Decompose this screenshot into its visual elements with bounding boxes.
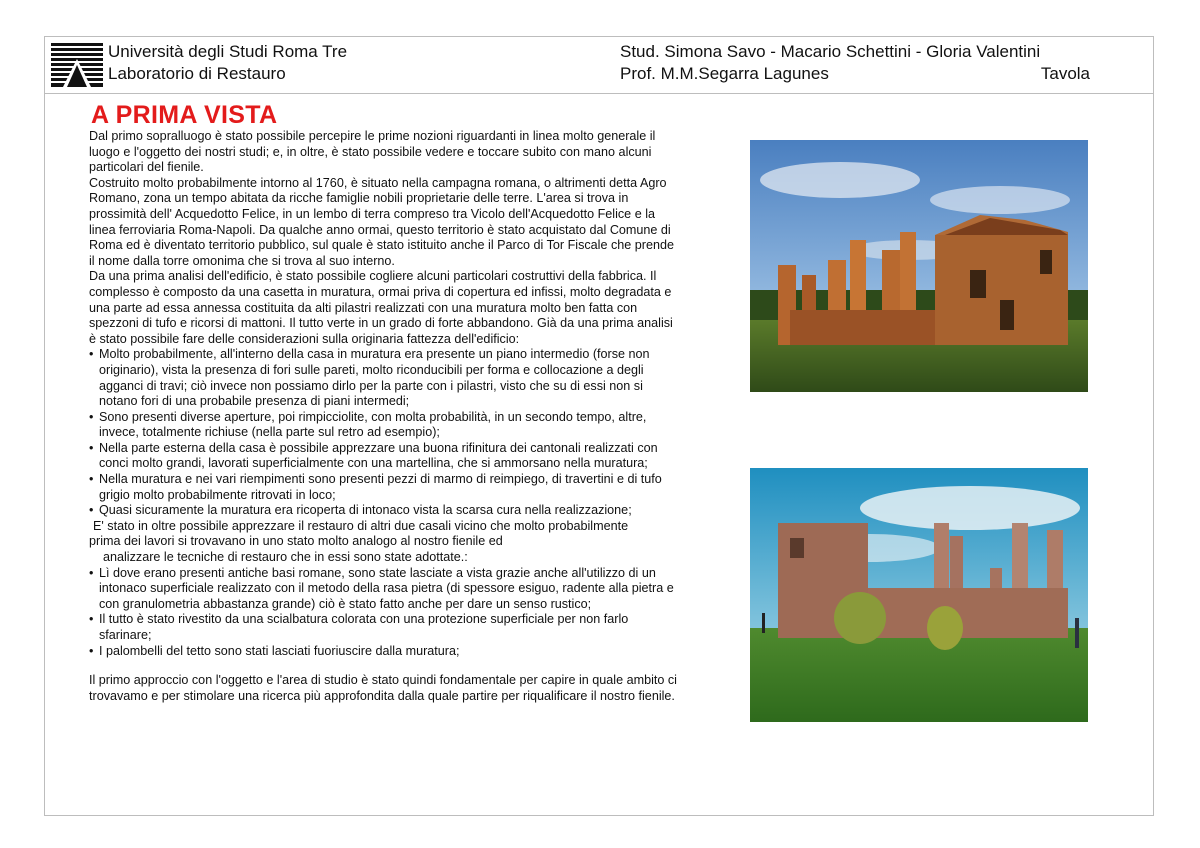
header [45,37,1153,94]
professor-name: Prof. M.M.Segarra Lagunes [620,64,829,83]
body-text [89,129,681,704]
list-item: • Molto probabilmente, all'interno della casa in muratura era presente un piano intermedio (forse non originario), vista la presenza di fori sulle pareti, molto riconducibili per forma e collocazione a degli agganci di travi; ciò invece non possiamo dirlo per la parte con i pilastri, visto che su di essi non si notano fori di una probabile presenza di piani intermedi; [89,347,681,409]
restauro-note: E' stato in oltre possibile apprezzare il restauro di altri due casali vicino che molto probabilmente [93,518,629,533]
list-item: • Nella parte esterna della casa è possibile apprezzare una buona rifinitura dei cantonali realizzati con conci molto grandi, lavorati superficialmente con una martellina, che si ammorsano nella muratura; [89,441,681,472]
intro-paragraph: Da una prima analisi dell'edificio, è stato possibile cogliere alcuni particolari costruttivi della fabbrica. Il complesso è composto da una casetta in muratura, ormai priva di copertura ed infissi, molto degradata e una parte ad essa annessa costituita da alti pilastri realizzati con una muratura molto ben fatta con spezzoni di tufo e ricorsi di mattoni. Il tutto verte in un grado di forte abbandono. Già da una prima analisi è stato possibile fare delle considerazioni sulla originaria fattezza dell'edificio: [89,269,673,346]
university-logo-icon [51,41,103,89]
intro-paragraph: Dal primo sopralluogo è stato possibile percepire le prime nozioni riguardanti in linea molto generale il luogo e l'oggetto dei nostri studi; e, in oltre, è stato possibile vedere e toccare subito con mano alcuni particolari del fienile. [89,129,656,175]
tavola-label: Tavola [1040,64,1090,83]
list-item: • Lì dove erano presenti antiche basi romane, sono state lasciate a vista grazie anche all'utilizzo di un intonaco superficiale realizzato con il metodo della rasa pietra (di spessore esiguo, radente alla pietra e con granulometria abbastanza grande) ciò è stato fatto anche per dare un senso rustico; [89,566,681,613]
fienile-photo-front [750,140,1088,392]
university-name: Università degli Studi Roma Tre [108,42,348,61]
authors-block [620,41,1090,85]
list-item: • Nella muratura e nei vari riempimenti sono presenti pezzi di marmo di reimpiego, di travertini e di tufo grigio molto probabilmente ritrovati in loco; [89,472,681,503]
restauro-note: prima dei lavori si trovavano in uno stato molto analogo al nostro fienile ed [89,534,503,549]
observations-list [89,347,681,519]
students-names: Stud. Simona Savo - Macario Schettini - Gloria Valentini [620,42,1041,61]
restauro-note: analizzare le tecniche di restauro che in essi sono state adottate.: [89,550,468,565]
list-item: • Sono presenti diverse aperture, poi rimpicciolite, con molta probabilità, in un secondo tempo, altre, invece, totalmente richiuse (nella parte sul retro ad esempio); [89,410,681,441]
list-item: • Il tutto è stato rivestito da una scialbatura colorata con una protezione superficiale per non farlo sfarinare; [89,612,681,643]
page-title: A PRIMA VISTA [91,101,278,129]
lab-name: Laboratorio di Restauro [108,64,286,83]
page-frame [44,36,1154,816]
list-item: • Quasi sicuramente la muratura era ricoperta di intonaco vista la scarsa cura nella realizzazione; [89,503,681,519]
list-item: • I palombelli del tetto sono stati lasciati fuoriuscire dalla muratura; [89,644,681,660]
university-block [108,41,347,85]
intro-paragraph: Costruito molto probabilmente intorno al 1760, è situato nella campagna romana, o altrimenti detta Agro Romano, zona un tempo abitata da ricche famiglie nobili proprietarie delle terre. L'area si trova in prossimità dell' Acquedotto Felice, in un lembo di terra compreso tra Vicolo dell'Acquedotto Felice e la linea ferroviaria Roma-Napoli. Da qualche anno ormai, questo territorio è stato acquistato dal Comune di Roma ed è diventato territorio pubblico, sul quale è stato istituito anche il Parco di Tor Fiscale che prende il nome dalla torre omonima che si trova al suo interno. [89,175,674,268]
conclusion-paragraph: Il primo approccio con l'oggetto e l'area di studio è stato quindi fondamentale per capire in quale ambito ci trovavamo e per stimolare una ricerca più approfondita dalla quale partire per riqualificare il nostro fienile. [89,673,677,703]
restauro-list [89,566,681,660]
casale-restaurato-photo [750,468,1088,722]
